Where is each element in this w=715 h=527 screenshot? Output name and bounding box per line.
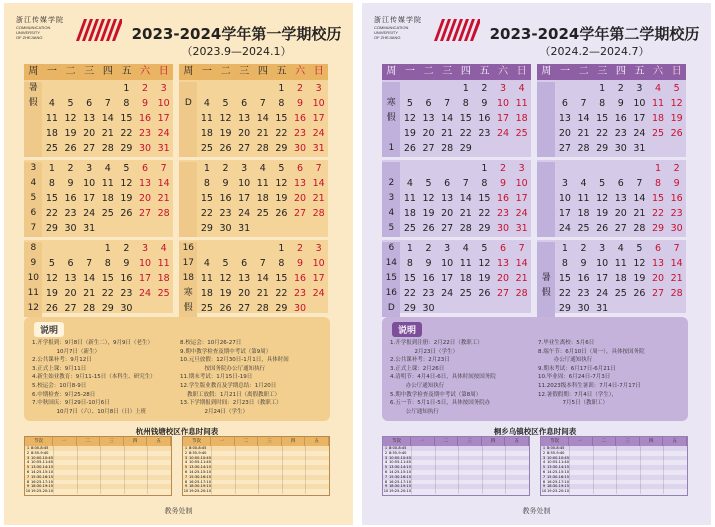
calendar-week-row: 3 4 5 6 7 8 9 bbox=[561, 178, 680, 189]
calendar-week-row: 1 2 bbox=[655, 163, 680, 174]
calendar-week-row: 7 29 30 31 bbox=[30, 223, 96, 234]
calendar-week-row: 16 22 23 24 25 26 27 28 bbox=[385, 288, 528, 299]
page-subtitle: （2024.2—2024.7） bbox=[539, 45, 650, 58]
weekday-label: 四 bbox=[460, 66, 471, 77]
calendar-week-row: 假 12 13 14 15 16 17 18 bbox=[386, 113, 528, 124]
calendar-week-row: 29 30 31 bbox=[200, 223, 251, 234]
weekday-label: 五 bbox=[479, 66, 490, 77]
weekday-header bbox=[24, 64, 173, 80]
weekday-header bbox=[179, 64, 328, 80]
weekday-label: 三 bbox=[597, 66, 608, 77]
calendar-week-row: 1 2 3 bbox=[481, 163, 525, 174]
weekday-label: 一 bbox=[46, 66, 57, 77]
weekday-label: 周 bbox=[541, 66, 552, 77]
weekday-label: 五 bbox=[634, 66, 645, 77]
calendar-week-row: 8 9 10 11 12 13 14 bbox=[203, 178, 325, 189]
calendar-week-row: 11 12 13 14 15 16 17 bbox=[45, 113, 170, 124]
schedule-table-b: 节次 一 二 三 四 五 1 8:00-8:45 2 8:55-9:40 3 10:00-10:45 4 10:55-11:40 5 13:30-14:15 6 14:25-15:10 7 15:30-16:15 8 16:25-17:10 9 18:30-19:15 10 19:25-20:10 bbox=[182, 436, 330, 496]
weekday-label: 周 bbox=[183, 66, 194, 77]
calendar-dec-jan bbox=[179, 64, 328, 313]
semester-2-page bbox=[362, 3, 711, 525]
weekday-label: 一 bbox=[404, 66, 415, 77]
weekday-label: 二 bbox=[220, 66, 231, 77]
notes-column-b: 7.毕业生离校：5月6日 8.端午节：6月10日（周一），具体按国务院 办公厅通知执行 9.期末考试：6月17日-6月21日 10.毕业周：6月24日-7月3日 11.2023级本科生暑训：7月4日-7月17日 12.暑假假期：7月4日（学生）， 7月5日（教职工） bbox=[538, 340, 645, 407]
calendar-feb-apr bbox=[382, 64, 531, 313]
weekday-label: 四 bbox=[615, 66, 626, 77]
logo-en-text: COMMUNICATION UNIVERSITY OF ZHEJIANG bbox=[16, 25, 51, 40]
calendar-sep-nov bbox=[24, 64, 173, 313]
calendar-week-row: 6 22 23 24 25 26 27 28 bbox=[30, 208, 170, 219]
weekday-label: 六 bbox=[498, 66, 509, 77]
calendar-week-row: 15 16 17 18 19 20 21 bbox=[200, 193, 325, 204]
page-title: 2023-2024学年第一学期校历 bbox=[131, 25, 342, 43]
calendar-week-row: 3 1 2 3 4 5 6 7 bbox=[30, 163, 167, 174]
calendar-week-row: 10 11 12 13 14 15 16 bbox=[558, 193, 683, 204]
calendar-week-row: 19 20 21 22 23 24 25 bbox=[403, 128, 528, 139]
calendar-week-row: 25 26 27 28 29 30 31 bbox=[45, 143, 170, 154]
calendar-week-row: 5 15 16 17 18 19 20 21 bbox=[30, 193, 170, 204]
notes-column-b: 8.校运会：10月26-27日 9.期中教学检查及期中考试（第9周） 10.元旦放假：12月30日-1月1日，具体时间 按国务院办公厅通知执行 11.期末考试：1月15日-19日 12.学生版业教育及学期总结：1月20日 教职工放假：1月21日（离假教职工） 13.下学期报到时间：2月23日（教职工） 2月24日（学生） bbox=[180, 340, 289, 415]
calendar-week-row: 11 19 20 21 22 23 24 25 bbox=[27, 288, 170, 299]
calendar-may-jul bbox=[537, 64, 686, 313]
calendar-week-row: 16 1 2 3 bbox=[182, 243, 322, 254]
notes-panel bbox=[382, 317, 688, 421]
weekday-label: 三 bbox=[84, 66, 95, 77]
weekday-label: 日 bbox=[516, 66, 527, 77]
weekday-label: 日 bbox=[313, 66, 324, 77]
calendar-week-row: 15 15 16 17 18 19 20 21 bbox=[385, 273, 528, 284]
weekday-label: 周 bbox=[386, 66, 397, 77]
calendar-week-row: D 4 5 6 7 8 9 10 bbox=[184, 98, 325, 109]
calendar-week-row: 18 11 12 13 14 15 16 17 bbox=[182, 273, 325, 284]
weekday-label: 日 bbox=[671, 66, 682, 77]
schedule-title: 桐乡乌镇校区作息时间表 bbox=[493, 427, 577, 436]
calendar-week-row: 1 2 3 4 bbox=[462, 83, 525, 94]
weekday-label: 四 bbox=[257, 66, 268, 77]
weekday-label: 一 bbox=[201, 66, 212, 77]
weekday-label: 三 bbox=[239, 66, 250, 77]
university-logo bbox=[16, 15, 126, 45]
schedule-table-a: 节次 一 二 三 四 五 1 8:00-8:45 2 8:55-9:40 3 10:00-10:45 4 10:55-11:40 5 13:30-14:15 6 14:25-15:10 7 15:30-16:15 8 16:25-17:10 9 18:30-19:15 10 19:25-20:10 bbox=[24, 436, 172, 496]
footer-text: 教务处制 bbox=[522, 507, 551, 515]
logo-en-text: COMMUNICATION UNIVERSITY OF ZHEJIANG bbox=[374, 25, 409, 40]
calendar-week-row: 假 25 26 27 28 29 30 bbox=[183, 303, 307, 314]
schedule-title: 杭州钱塘校区作息时间表 bbox=[135, 427, 219, 436]
calendar-week-row: 6 7 8 9 10 11 12 bbox=[561, 98, 683, 109]
calendar-week-row: 17 18 19 20 21 22 23 bbox=[558, 208, 683, 219]
calendar-week-row: 1 2 3 4 5 bbox=[599, 83, 680, 94]
calendar-week-row: 1 26 27 28 29 bbox=[388, 143, 472, 154]
calendar-week-row: 10 12 13 14 15 16 17 18 bbox=[27, 273, 170, 284]
calendar-week-row: 1 2 3 4 5 6 7 bbox=[561, 243, 680, 254]
weekday-label: 一 bbox=[559, 66, 570, 77]
university-logo bbox=[374, 15, 484, 45]
weekday-label: 日 bbox=[158, 66, 169, 77]
notes-column-a: 1.开学报到：9月8日（新生二），9月9日（老生） 10月7日（新生） 2.公共课补考：9月12日 3.正式上课：9月11日 4.新生始业教育：9月11-15日（本科生、研究生） 5.校运会：10月8-9日 6.中期检查：9月25-28日 7.中秋国庆：9月29日-10月6日 10月7日（六）、10月8日（日）上班 bbox=[32, 340, 156, 415]
weekday-label: 二 bbox=[423, 66, 434, 77]
calendar-week-row: 8 1 2 3 4 bbox=[30, 243, 167, 254]
calendar-week-row: 8 9 10 11 12 13 14 bbox=[561, 258, 683, 269]
calendar-week-row: 24 25 26 27 28 29 30 bbox=[558, 223, 683, 234]
schedule-table-a: 节次 一 二 三 四 五 1 8:00-8:45 2 8:55-9:40 3 10:00-10:45 4 10:55-11:40 5 13:30-14:15 6 14:25-15:10 7 15:30-16:15 8 16:25-17:10 9 18:30-19:15 10 19:25-20:10 bbox=[382, 436, 530, 496]
page-title: 2023-2024学年第二学期校历 bbox=[489, 25, 700, 43]
weekday-label: 六 bbox=[653, 66, 664, 77]
semester-1-page bbox=[4, 3, 353, 525]
calendar-week-row: 假 4 5 6 7 8 9 10 bbox=[28, 98, 170, 109]
calendar-week-row: 1 2 3 4 5 6 7 bbox=[203, 163, 322, 174]
calendar-week-row: 20 21 22 23 24 25 26 bbox=[558, 128, 683, 139]
calendar-week-row: 11 12 13 14 15 16 17 bbox=[200, 113, 325, 124]
weekday-header bbox=[382, 64, 531, 80]
footer-text: 教务处制 bbox=[164, 507, 193, 515]
calendar-week-row: 22 23 24 25 26 27 28 bbox=[200, 208, 325, 219]
calendar-week-row: D 29 30 bbox=[387, 303, 435, 314]
calendar-week-row: 18 19 20 21 22 23 24 bbox=[200, 128, 325, 139]
calendar-week-row: 暑 15 16 17 18 19 20 21 bbox=[541, 273, 683, 284]
notes-panel bbox=[24, 317, 330, 421]
logo-cn-text: 浙江传媒学院 bbox=[374, 16, 422, 24]
calendar-week-row: 假 22 23 24 25 26 27 28 bbox=[541, 288, 683, 299]
weekday-header bbox=[537, 64, 686, 80]
weekday-label: 三 bbox=[442, 66, 453, 77]
logo-cn-text: 浙江传媒学院 bbox=[16, 16, 64, 24]
weekday-label: 五 bbox=[121, 66, 132, 77]
calendar-week-row: 5 25 26 27 28 29 30 31 bbox=[388, 223, 528, 234]
calendar-week-row: 18 19 20 21 22 23 24 bbox=[45, 128, 170, 139]
page-subtitle: （2023.9—2024.1） bbox=[181, 45, 292, 58]
calendar-week-row: 1 2 3 bbox=[278, 83, 322, 94]
notes-column-a: 1.开学报到注册：2月22日（教职工） 2月23日（学生） 2.公共课补考：2月23日 3.正式上课：2月26日 4.清明节：4月4日-6日，具体时间按国务院 办公厅通知执行 5.期中教学检查及期中考试（第8周） 6.五一节：5月1日-5日，具体按国务院办 公厅通知执行 bbox=[390, 340, 496, 415]
calendar-week-row: 2 4 5 6 7 8 9 10 bbox=[388, 178, 528, 189]
weekday-label: 周 bbox=[28, 66, 39, 77]
weekday-label: 五 bbox=[276, 66, 287, 77]
calendar-week-row: 13 14 15 16 17 18 19 bbox=[558, 113, 683, 124]
notes-title: 说明 bbox=[392, 322, 422, 337]
calendar-week-row: 25 26 27 28 29 30 31 bbox=[200, 143, 325, 154]
calendar-week-row: 3 11 12 13 14 15 16 17 bbox=[388, 193, 528, 204]
weekday-label: 四 bbox=[102, 66, 113, 77]
calendar-week-row: 6 1 2 3 4 5 6 7 bbox=[388, 243, 525, 254]
calendar-week-row: 12 26 27 28 29 30 bbox=[27, 303, 133, 314]
weekday-label: 六 bbox=[140, 66, 151, 77]
calendar-week-row: 暑 1 2 3 bbox=[28, 83, 167, 94]
logo-stripes-icon bbox=[432, 19, 480, 41]
calendar-week-row: 4 18 19 20 21 22 23 24 bbox=[388, 208, 528, 219]
calendar-week-row: 17 4 5 6 7 8 9 10 bbox=[182, 258, 325, 269]
weekday-label: 二 bbox=[65, 66, 76, 77]
calendar-week-row: 4 8 9 10 11 12 13 14 bbox=[30, 178, 170, 189]
logo-stripes-icon bbox=[74, 19, 122, 41]
schedule-table-b: 节次 一 二 三 四 五 1 8:00-8:45 2 8:55-9:40 3 10:00-10:45 4 10:55-11:40 5 13:30-14:15 6 14:25-15:10 7 15:30-16:15 8 16:25-17:10 9 18:30-19:15 10 19:25-20:10 bbox=[540, 436, 688, 496]
calendar-week-row: 寒 5 6 7 8 9 10 11 bbox=[386, 98, 528, 109]
calendar-week-row: 14 8 9 10 11 12 13 14 bbox=[385, 258, 528, 269]
calendar-week-row: 9 5 6 7 8 9 10 11 bbox=[30, 258, 170, 269]
calendar-week-row: 27 28 29 30 31 bbox=[558, 143, 646, 154]
calendar-week-row: 寒 18 19 20 21 22 23 24 bbox=[183, 288, 325, 299]
calendar-week-row: 29 30 31 bbox=[558, 303, 609, 314]
weekday-label: 二 bbox=[578, 66, 589, 77]
notes-title: 说明 bbox=[34, 322, 64, 337]
weekday-label: 六 bbox=[295, 66, 306, 77]
